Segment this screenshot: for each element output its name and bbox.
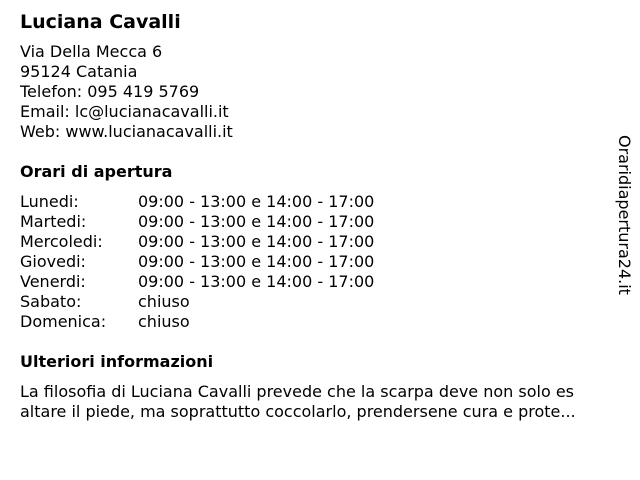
opening-hours-table [20,192,620,332]
hours-day: Martedi: [20,212,87,231]
hours-day: Mercoledi: [20,232,103,251]
address-street: Via Della Mecca 6 [20,42,163,61]
contact-block [20,42,620,142]
hours-row-saturday [20,292,620,312]
hours-day: Sabato: [20,292,82,311]
business-card [20,10,620,422]
hours-day: Venerdi: [20,272,86,291]
hours-time: 09:00 - 13:00 e 14:00 - 17:00 [138,272,375,291]
more-info-title: Ulteriori informazioni [20,352,214,371]
address-city: 95124 Catania [20,62,138,81]
hours-time: chiuso [138,292,190,311]
hours-row-tuesday [20,212,620,232]
hours-day: Domenica: [20,312,107,331]
hours-time: 09:00 - 13:00 e 14:00 - 17:00 [138,252,375,271]
hours-row-thursday [20,252,620,272]
hours-time: 09:00 - 13:00 e 14:00 - 17:00 [138,232,375,251]
hours-day: Lunedi: [20,192,79,211]
email-line: Email: lc@lucianacavalli.it [20,102,229,121]
site-watermark: Oraridiapertura24.it [615,135,634,295]
hours-row-monday [20,192,620,212]
more-info-line-2: altare il piede, ma soprattutto coccolarlo, prendersene cura e prote... [20,402,576,421]
hours-day: Giovedi: [20,252,86,271]
hours-row-wednesday [20,232,620,252]
hours-time: 09:00 - 13:00 e 14:00 - 17:00 [138,212,375,231]
hours-time: chiuso [138,312,190,331]
hours-row-friday [20,272,620,292]
hours-time: 09:00 - 13:00 e 14:00 - 17:00 [138,192,375,211]
phone-line: Telefon: 095 419 5769 [20,82,200,101]
hours-row-sunday [20,312,620,332]
more-info-text [20,382,622,422]
opening-hours-title: Orari di apertura [20,162,173,181]
web-line: Web: www.lucianacavalli.it [20,122,233,141]
more-info-line-1: La filosofia di Luciana Cavalli prevede che la scarpa deve non solo es [20,382,574,401]
business-name: Luciana Cavalli [20,11,181,33]
